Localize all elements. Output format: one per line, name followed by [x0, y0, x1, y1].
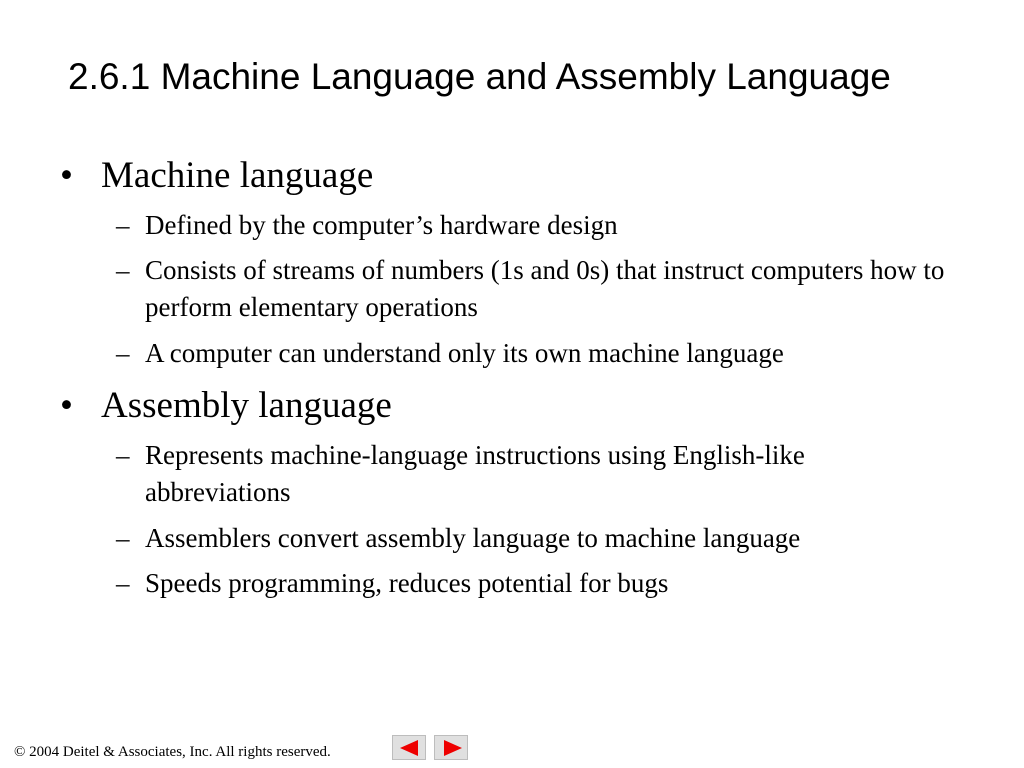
bullet-text: Assembly language	[101, 385, 392, 426]
copyright-footer: © 2004 Deitel & Associates, Inc. All rights reserved.	[14, 744, 331, 760]
sub-bullet-text: Speeds programming, reduces potential for bugs	[145, 568, 669, 598]
next-slide-button[interactable]	[434, 735, 468, 760]
sub-marker: –	[116, 255, 130, 285]
sub-bullet-text: Defined by the computer’s hardware design	[145, 210, 618, 240]
sub-marker: –	[116, 210, 130, 240]
left-arrow-icon	[393, 736, 427, 761]
sub-marker: –	[116, 568, 130, 598]
previous-slide-button[interactable]	[392, 735, 426, 760]
sub-marker: –	[116, 440, 130, 470]
sub-bullet-text: Represents machine-language instructions using English-like abbreviations	[145, 440, 805, 507]
sub-bullet-text: Consists of streams of numbers (1s and 0s) that instruct computers how to perform elementary operations	[145, 255, 945, 322]
slide-title: 2.6.1 Machine Language and Assembly Language	[68, 56, 891, 97]
sub-bullet-text: Assemblers convert assembly language to machine language	[145, 523, 801, 553]
bullet-marker: •	[60, 385, 73, 426]
sub-marker: –	[116, 523, 130, 553]
sub-bullet-text: A computer can understand only its own machine language	[145, 338, 784, 368]
bullet-marker: •	[60, 155, 73, 196]
bullet-text: Machine language	[101, 155, 374, 196]
sub-marker: –	[116, 338, 130, 368]
right-arrow-icon	[435, 736, 469, 761]
